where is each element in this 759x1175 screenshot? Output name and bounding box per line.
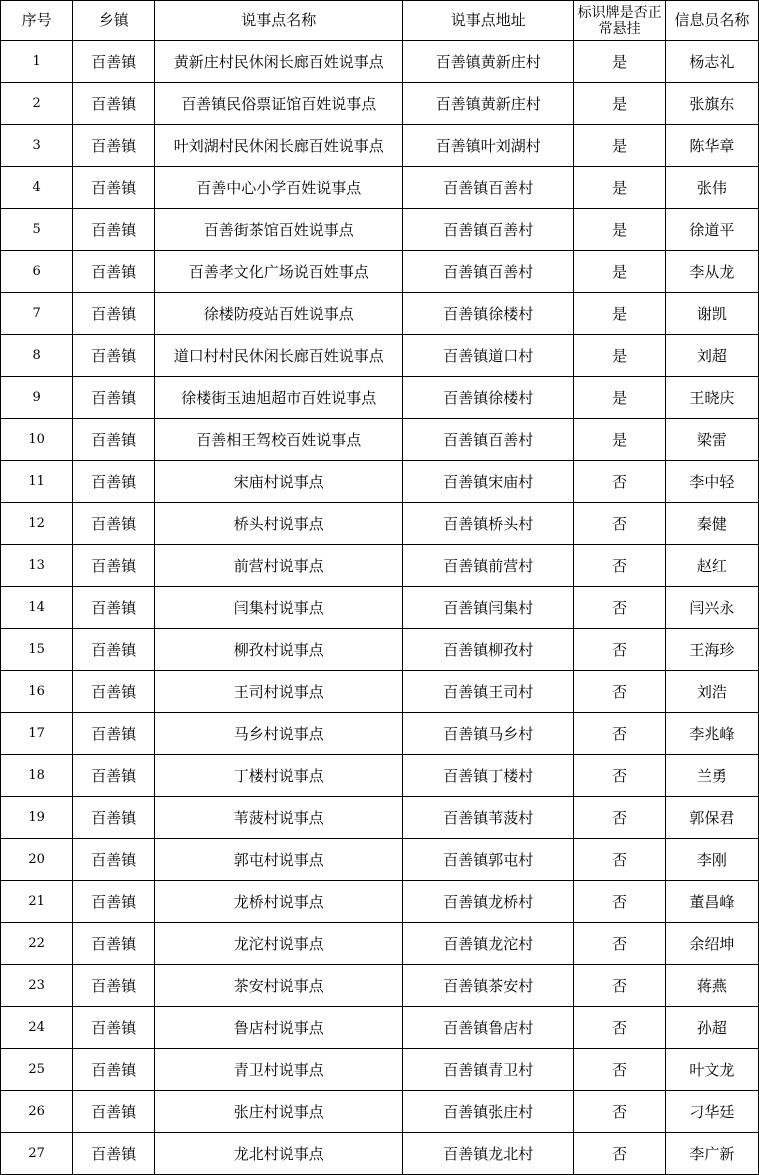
cell-town: 百善镇 bbox=[73, 377, 155, 419]
cell-town: 百善镇 bbox=[73, 461, 155, 503]
cell-point-address: 百善镇闫集村 bbox=[403, 587, 574, 629]
cell-informant: 刘浩 bbox=[665, 671, 758, 713]
cell-informant: 叶文龙 bbox=[665, 1049, 758, 1091]
cell-sign-status: 否 bbox=[574, 1049, 665, 1091]
cell-index: 1 bbox=[1, 41, 73, 83]
table-row bbox=[1, 125, 759, 167]
cell-point-name: 马乡村说事点 bbox=[155, 713, 403, 755]
cell-point-address: 百善镇百善村 bbox=[403, 209, 574, 251]
cell-informant: 李从龙 bbox=[665, 251, 758, 293]
cell-index: 14 bbox=[1, 587, 73, 629]
cell-index: 6 bbox=[1, 251, 73, 293]
cell-point-name: 柳孜村说事点 bbox=[155, 629, 403, 671]
cell-sign-status: 是 bbox=[574, 251, 665, 293]
cell-point-name: 茶安村说事点 bbox=[155, 965, 403, 1007]
cell-sign-status: 否 bbox=[574, 965, 665, 1007]
cell-point-name: 青卫村说事点 bbox=[155, 1049, 403, 1091]
cell-index: 26 bbox=[1, 1091, 73, 1133]
cell-index: 20 bbox=[1, 839, 73, 881]
cell-informant: 梁雷 bbox=[665, 419, 758, 461]
cell-point-address: 百善镇丁楼村 bbox=[403, 755, 574, 797]
cell-point-address: 百善镇黄新庄村 bbox=[403, 41, 574, 83]
cell-point-address: 百善镇苇菠村 bbox=[403, 797, 574, 839]
cell-point-address: 百善镇百善村 bbox=[403, 251, 574, 293]
table-row bbox=[1, 377, 759, 419]
cell-point-address: 百善镇龙北村 bbox=[403, 1133, 574, 1175]
cell-informant: 王晓庆 bbox=[665, 377, 758, 419]
cell-point-address: 百善镇龙沱村 bbox=[403, 923, 574, 965]
cell-informant: 徐道平 bbox=[665, 209, 758, 251]
cell-sign-status: 否 bbox=[574, 461, 665, 503]
cell-town: 百善镇 bbox=[73, 1007, 155, 1049]
cell-point-name: 张庄村说事点 bbox=[155, 1091, 403, 1133]
cell-informant: 董昌峰 bbox=[665, 881, 758, 923]
cell-point-name: 王司村说事点 bbox=[155, 671, 403, 713]
cell-index: 2 bbox=[1, 83, 73, 125]
cell-sign-status: 否 bbox=[574, 671, 665, 713]
cell-index: 7 bbox=[1, 293, 73, 335]
cell-informant: 李广新 bbox=[665, 1133, 758, 1175]
cell-point-name: 百善中心小学百姓说事点 bbox=[155, 167, 403, 209]
cell-informant: 孙超 bbox=[665, 1007, 758, 1049]
cell-informant: 张旗东 bbox=[665, 83, 758, 125]
table-row bbox=[1, 923, 759, 965]
cell-index: 23 bbox=[1, 965, 73, 1007]
cell-index: 22 bbox=[1, 923, 73, 965]
cell-informant: 李刚 bbox=[665, 839, 758, 881]
cell-point-name: 叶刘湖村民休闲长廊百姓说事点 bbox=[155, 125, 403, 167]
cell-index: 3 bbox=[1, 125, 73, 167]
cell-index: 16 bbox=[1, 671, 73, 713]
cell-sign-status: 否 bbox=[574, 1133, 665, 1175]
cell-point-name: 百善孝文化广场说百姓事点 bbox=[155, 251, 403, 293]
table-row bbox=[1, 545, 759, 587]
cell-informant: 杨志礼 bbox=[665, 41, 758, 83]
table-row bbox=[1, 755, 759, 797]
cell-town: 百善镇 bbox=[73, 251, 155, 293]
cell-point-address: 百善镇徐楼村 bbox=[403, 293, 574, 335]
table-row bbox=[1, 797, 759, 839]
cell-informant: 兰勇 bbox=[665, 755, 758, 797]
cell-sign-status: 否 bbox=[574, 797, 665, 839]
cell-informant: 王海珍 bbox=[665, 629, 758, 671]
table-row bbox=[1, 461, 759, 503]
table-row bbox=[1, 881, 759, 923]
cell-town: 百善镇 bbox=[73, 125, 155, 167]
header-point-address: 说事点地址 bbox=[403, 1, 574, 41]
cell-sign-status: 是 bbox=[574, 335, 665, 377]
cell-point-name: 龙桥村说事点 bbox=[155, 881, 403, 923]
cell-point-name: 徐楼街玉迪旭超市百姓说事点 bbox=[155, 377, 403, 419]
cell-town: 百善镇 bbox=[73, 671, 155, 713]
cell-point-address: 百善镇百善村 bbox=[403, 419, 574, 461]
cell-point-address: 百善镇宋庙村 bbox=[403, 461, 574, 503]
cell-informant: 刘超 bbox=[665, 335, 758, 377]
cell-index: 17 bbox=[1, 713, 73, 755]
table-row bbox=[1, 209, 759, 251]
cell-point-address: 百善镇徐楼村 bbox=[403, 377, 574, 419]
cell-point-address: 百善镇郭屯村 bbox=[403, 839, 574, 881]
cell-point-name: 宋庙村说事点 bbox=[155, 461, 403, 503]
cell-informant: 李中轻 bbox=[665, 461, 758, 503]
cell-point-address: 百善镇张庄村 bbox=[403, 1091, 574, 1133]
cell-informant: 赵红 bbox=[665, 545, 758, 587]
cell-town: 百善镇 bbox=[73, 1133, 155, 1175]
table-body bbox=[1, 41, 759, 1175]
table-row bbox=[1, 1049, 759, 1091]
cell-informant: 闫兴永 bbox=[665, 587, 758, 629]
cell-town: 百善镇 bbox=[73, 83, 155, 125]
cell-sign-status: 否 bbox=[574, 881, 665, 923]
table-row bbox=[1, 293, 759, 335]
table-row bbox=[1, 713, 759, 755]
cell-point-address: 百善镇前营村 bbox=[403, 545, 574, 587]
table-row bbox=[1, 965, 759, 1007]
table-row bbox=[1, 503, 759, 545]
cell-sign-status: 是 bbox=[574, 83, 665, 125]
cell-index: 15 bbox=[1, 629, 73, 671]
cell-index: 24 bbox=[1, 1007, 73, 1049]
cell-point-name: 桥头村说事点 bbox=[155, 503, 403, 545]
cell-town: 百善镇 bbox=[73, 1049, 155, 1091]
cell-town: 百善镇 bbox=[73, 923, 155, 965]
cell-sign-status: 是 bbox=[574, 419, 665, 461]
table-row bbox=[1, 1133, 759, 1175]
cell-town: 百善镇 bbox=[73, 41, 155, 83]
cell-town: 百善镇 bbox=[73, 167, 155, 209]
cell-sign-status: 否 bbox=[574, 923, 665, 965]
cell-point-name: 道口村村民休闲长廊百姓说事点 bbox=[155, 335, 403, 377]
cell-point-address: 百善镇百善村 bbox=[403, 167, 574, 209]
cell-town: 百善镇 bbox=[73, 629, 155, 671]
cell-town: 百善镇 bbox=[73, 1091, 155, 1133]
cell-town: 百善镇 bbox=[73, 545, 155, 587]
cell-point-address: 百善镇叶刘湖村 bbox=[403, 125, 574, 167]
cell-sign-status: 否 bbox=[574, 503, 665, 545]
cell-sign-status: 否 bbox=[574, 587, 665, 629]
cell-town: 百善镇 bbox=[73, 335, 155, 377]
cell-point-name: 丁楼村说事点 bbox=[155, 755, 403, 797]
cell-town: 百善镇 bbox=[73, 755, 155, 797]
cell-index: 19 bbox=[1, 797, 73, 839]
cell-point-name: 苇菠村说事点 bbox=[155, 797, 403, 839]
cell-sign-status: 是 bbox=[574, 41, 665, 83]
cell-town: 百善镇 bbox=[73, 503, 155, 545]
cell-point-name: 郭屯村说事点 bbox=[155, 839, 403, 881]
cell-point-name: 鲁店村说事点 bbox=[155, 1007, 403, 1049]
cell-informant: 张伟 bbox=[665, 167, 758, 209]
cell-point-name: 百善镇民俗票证馆百姓说事点 bbox=[155, 83, 403, 125]
cell-index: 8 bbox=[1, 335, 73, 377]
cell-index: 18 bbox=[1, 755, 73, 797]
cell-point-address: 百善镇鲁店村 bbox=[403, 1007, 574, 1049]
table-row bbox=[1, 839, 759, 881]
cell-point-name: 前营村说事点 bbox=[155, 545, 403, 587]
cell-town: 百善镇 bbox=[73, 965, 155, 1007]
cell-index: 4 bbox=[1, 167, 73, 209]
cell-sign-status: 否 bbox=[574, 1091, 665, 1133]
cell-sign-status: 是 bbox=[574, 167, 665, 209]
cell-index: 10 bbox=[1, 419, 73, 461]
cell-sign-status: 是 bbox=[574, 293, 665, 335]
table-row bbox=[1, 671, 759, 713]
cell-index: 25 bbox=[1, 1049, 73, 1091]
cell-town: 百善镇 bbox=[73, 839, 155, 881]
cell-point-name: 龙沱村说事点 bbox=[155, 923, 403, 965]
cell-informant: 蒋燕 bbox=[665, 965, 758, 1007]
cell-town: 百善镇 bbox=[73, 293, 155, 335]
cell-point-address: 百善镇茶安村 bbox=[403, 965, 574, 1007]
cell-sign-status: 否 bbox=[574, 713, 665, 755]
cell-town: 百善镇 bbox=[73, 419, 155, 461]
cell-point-address: 百善镇黄新庄村 bbox=[403, 83, 574, 125]
cell-sign-status: 是 bbox=[574, 209, 665, 251]
table-row bbox=[1, 41, 759, 83]
table-row bbox=[1, 335, 759, 377]
table-row bbox=[1, 83, 759, 125]
cell-point-address: 百善镇王司村 bbox=[403, 671, 574, 713]
cell-sign-status: 是 bbox=[574, 125, 665, 167]
header-town: 乡镇 bbox=[73, 1, 155, 41]
header-row bbox=[1, 1, 759, 41]
header-informant: 信息员名称 bbox=[665, 1, 758, 41]
cell-index: 9 bbox=[1, 377, 73, 419]
header-sign-status: 标识牌是否正常悬挂 bbox=[574, 1, 665, 41]
cell-informant: 秦健 bbox=[665, 503, 758, 545]
cell-informant: 刁华廷 bbox=[665, 1091, 758, 1133]
cell-sign-status: 否 bbox=[574, 755, 665, 797]
cell-point-name: 百善相王驾校百姓说事点 bbox=[155, 419, 403, 461]
cell-index: 21 bbox=[1, 881, 73, 923]
cell-town: 百善镇 bbox=[73, 209, 155, 251]
cell-sign-status: 否 bbox=[574, 629, 665, 671]
table-row bbox=[1, 167, 759, 209]
cell-index: 27 bbox=[1, 1133, 73, 1175]
cell-index: 13 bbox=[1, 545, 73, 587]
table-row bbox=[1, 1091, 759, 1133]
cell-point-address: 百善镇桥头村 bbox=[403, 503, 574, 545]
cell-index: 5 bbox=[1, 209, 73, 251]
table-row bbox=[1, 587, 759, 629]
table-row bbox=[1, 419, 759, 461]
cell-index: 12 bbox=[1, 503, 73, 545]
cell-index: 11 bbox=[1, 461, 73, 503]
cell-town: 百善镇 bbox=[73, 587, 155, 629]
cell-informant: 余绍坤 bbox=[665, 923, 758, 965]
table-row bbox=[1, 251, 759, 293]
cell-town: 百善镇 bbox=[73, 797, 155, 839]
cell-point-address: 百善镇道口村 bbox=[403, 335, 574, 377]
cell-informant: 陈华章 bbox=[665, 125, 758, 167]
cell-sign-status: 否 bbox=[574, 545, 665, 587]
cell-informant: 李兆峰 bbox=[665, 713, 758, 755]
cell-point-name: 百善街茶馆百姓说事点 bbox=[155, 209, 403, 251]
cell-point-address: 百善镇马乡村 bbox=[403, 713, 574, 755]
cell-point-address: 百善镇柳孜村 bbox=[403, 629, 574, 671]
cell-town: 百善镇 bbox=[73, 713, 155, 755]
table-row bbox=[1, 629, 759, 671]
table-row bbox=[1, 1007, 759, 1049]
cell-informant: 郭保君 bbox=[665, 797, 758, 839]
cell-informant: 谢凯 bbox=[665, 293, 758, 335]
header-point-name: 说事点名称 bbox=[155, 1, 403, 41]
cell-sign-status: 是 bbox=[574, 377, 665, 419]
cell-point-name: 徐楼防疫站百姓说事点 bbox=[155, 293, 403, 335]
cell-point-address: 百善镇青卫村 bbox=[403, 1049, 574, 1091]
cell-sign-status: 否 bbox=[574, 839, 665, 881]
cell-point-name: 龙北村说事点 bbox=[155, 1133, 403, 1175]
cell-point-name: 黄新庄村民休闲长廊百姓说事点 bbox=[155, 41, 403, 83]
cell-point-name: 闫集村说事点 bbox=[155, 587, 403, 629]
cell-point-address: 百善镇龙桥村 bbox=[403, 881, 574, 923]
header-index: 序号 bbox=[1, 1, 73, 41]
cell-sign-status: 否 bbox=[574, 1007, 665, 1049]
cell-town: 百善镇 bbox=[73, 881, 155, 923]
